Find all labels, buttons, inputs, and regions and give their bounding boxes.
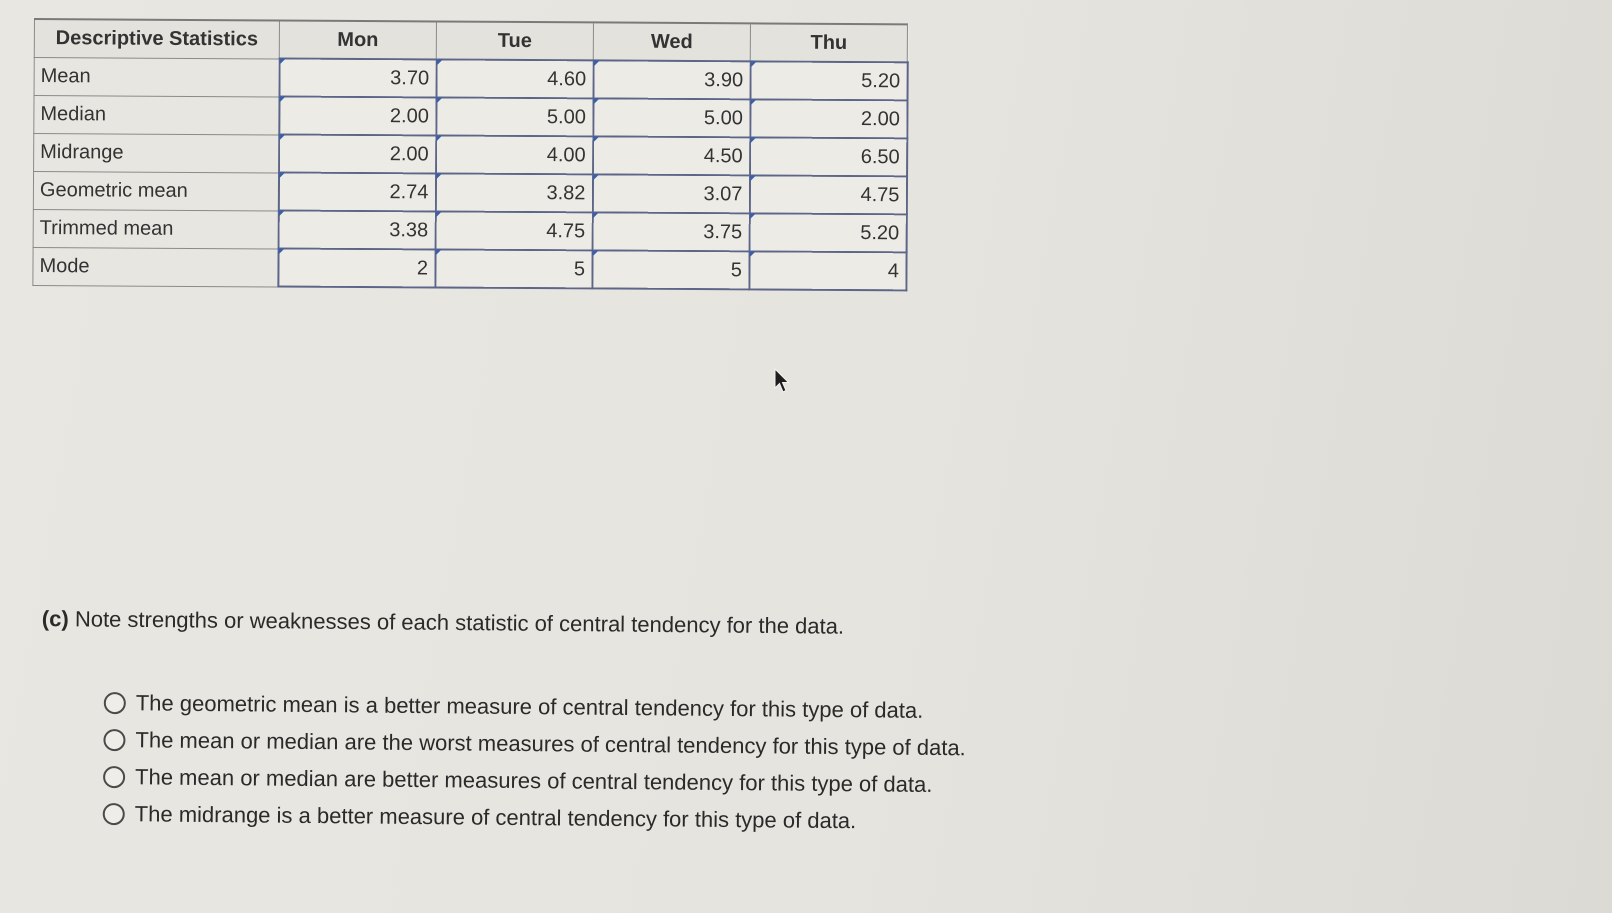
geometric-mean-mon-value[interactable]: 2.74 [278, 172, 435, 211]
mode-mon-value[interactable]: 2 [278, 248, 435, 287]
mean-mon-value[interactable]: 3.70 [279, 58, 436, 97]
trimmed-mean-tue-value[interactable]: 4.75 [435, 211, 592, 250]
trimmed-mean-thu-value[interactable]: 5.20 [749, 213, 906, 252]
table-row-mean [34, 57, 907, 100]
header-mon: Mon [279, 20, 436, 59]
radio-button-icon[interactable] [103, 765, 125, 787]
mode-wed-value[interactable]: 5 [592, 250, 749, 289]
mode-tue-value[interactable]: 5 [435, 249, 592, 288]
option-label: The mean or median are the worst measures of central tendency for this type of data. [135, 726, 966, 760]
table-row-geometric-mean [33, 171, 906, 214]
midrange-mon-value[interactable]: 2.00 [279, 134, 436, 173]
row-label-geometric-mean: Geometric mean [33, 171, 278, 210]
median-mon-value[interactable]: 2.00 [279, 96, 436, 135]
table-row-mode [33, 247, 906, 290]
option-label: The midrange is a better measure of central tendency for this type of data. [134, 800, 857, 833]
table-row-median [34, 95, 907, 138]
trimmed-mean-mon-value[interactable]: 3.38 [278, 210, 435, 249]
radio-button-icon[interactable] [103, 728, 125, 750]
option-midrange-better[interactable] [103, 795, 966, 840]
geometric-mean-tue-value[interactable]: 3.82 [435, 173, 592, 212]
radio-button-icon[interactable] [103, 802, 125, 824]
option-label: The mean or median are better measures of central tendency for this type of data. [134, 763, 933, 797]
mode-thu-value[interactable]: 4 [749, 251, 906, 290]
question-prompt [42, 606, 844, 640]
trimmed-mean-wed-value[interactable]: 3.75 [592, 212, 749, 251]
table-header-row [34, 19, 907, 62]
table-row-midrange [34, 133, 907, 176]
header-tue: Tue [436, 21, 593, 60]
mean-tue-value[interactable]: 4.60 [436, 59, 593, 98]
question-part-label: (c) [41, 606, 69, 632]
header-thu: Thu [750, 23, 907, 62]
header-wed: Wed [593, 22, 750, 61]
midrange-tue-value[interactable]: 4.00 [436, 135, 593, 174]
option-label: The geometric mean is a better measure of central tendency for this type of data. [135, 689, 924, 723]
mean-thu-value[interactable]: 5.20 [750, 61, 907, 100]
geometric-mean-thu-value[interactable]: 4.75 [749, 175, 906, 214]
question-text: Note strengths or weaknesses of each statistic of central tendency for the data. [74, 606, 845, 639]
row-label-trimmed-mean: Trimmed mean [33, 209, 278, 248]
radio-button-icon[interactable] [104, 691, 126, 713]
row-label-midrange: Midrange [34, 133, 279, 172]
geometric-mean-wed-value[interactable]: 3.07 [592, 174, 749, 213]
row-label-median: Median [34, 95, 279, 134]
table-row-trimmed-mean [33, 209, 906, 252]
midrange-wed-value[interactable]: 4.50 [593, 136, 750, 175]
mouse-pointer-icon [774, 368, 790, 394]
median-thu-value[interactable]: 2.00 [750, 99, 907, 138]
midrange-thu-value[interactable]: 6.50 [750, 137, 907, 176]
descriptive-statistics-table [32, 18, 908, 291]
answer-options [103, 684, 967, 840]
mean-wed-value[interactable]: 3.90 [593, 60, 750, 99]
header-descriptive-statistics: Descriptive Statistics [34, 19, 279, 58]
row-label-mean: Mean [34, 57, 279, 96]
median-tue-value[interactable]: 5.00 [436, 97, 593, 136]
row-label-mode: Mode [33, 247, 278, 286]
median-wed-value[interactable]: 5.00 [593, 98, 750, 137]
